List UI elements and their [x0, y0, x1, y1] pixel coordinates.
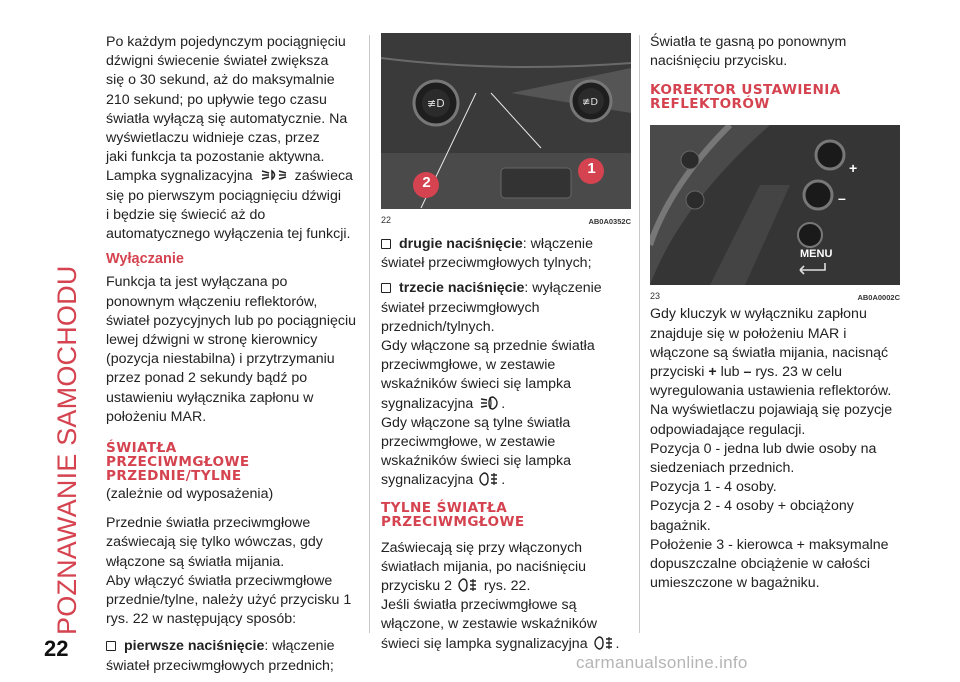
callout-2: 2 — [422, 174, 431, 191]
paragraph-rear-fog-indicator-2: Jeśli światła przeciwmgłowe są włączone, w zestawie wskaźników świeci się lampka sygnalizacyjna . — [381, 597, 620, 652]
figure-22 — [381, 33, 631, 226]
column-divider — [639, 35, 640, 633]
column-3 — [650, 33, 900, 593]
paragraph-front-fog-indicator: Gdy włączone są przednie światła przeciwmgłowe, w zestawie wskaźników świeci się lampka sygnalizacyjna . — [381, 338, 595, 412]
figure-23 — [650, 125, 900, 303]
column-divider — [369, 35, 370, 633]
bullet-square-icon — [381, 283, 391, 293]
figure-caption: 22 AB0A0352C — [381, 209, 631, 223]
svg-text:≢D: ≢D — [582, 97, 599, 108]
heading-note: (zależnie od wyposażenia) — [106, 486, 274, 503]
paragraph-fog-front: Przednie światła przeciwmgłowe zaświecają się tylko wówczas, gdy włączone są światła mijania. Aby włączyć światła przeciwmgłowe przednie/tylne, należy użyć przycisku 1 rys. 22 w następujący sposób: — [106, 515, 352, 628]
bullet-item: trzecie naciśnięcie: wyłączenie świateł przeciwmgłowych przednich/tylnych. — [381, 280, 602, 335]
watermark: carmanualsonline.info — [576, 653, 748, 672]
heading-fog-lights: ŚWIATŁA PRZECIWMGŁOWE PRZEDNIE/TYLNE — [106, 440, 250, 485]
front-fog-light-icon — [479, 395, 499, 411]
bullet-item: pierwsze naciśnięcie: włączenie świateł przeciwmgłowych przednich; — [106, 638, 335, 674]
bullet-square-icon — [381, 239, 391, 249]
column-1 — [106, 33, 358, 682]
page-number: 22 — [44, 636, 69, 661]
figure-caption: 23 AB0A0002C — [650, 285, 900, 299]
rear-fog-light-icon — [458, 577, 478, 593]
rear-fog-light-icon — [594, 635, 614, 651]
rear-fog-light-icon — [479, 471, 499, 487]
heading-rear-fog: TYLNE ŚWIATŁA PRZECIWMGŁOWE — [381, 499, 525, 530]
paragraph-timer: Po każdym pojedynczym pociągnięciu dźwigni świecenie świateł zwiększa się o 30 sekund, aż do maksymalnie 210 sekund; po upływie tego czasu światła wyłączą się automatycznie. Na wyświetlaczu widnieje czas, przez jaki funkcja ta pozostanie aktywna. Lampka sygnalizacyjna zaświeca się po pierwszym pociągnięciu dźwigi i będzie się świecić aż do automatycznego wyłączenia tej funkcji. — [106, 34, 353, 243]
heading-headlight-levelling: KOREKTOR USTAWIENIA REFLEKTORÓW — [650, 82, 841, 113]
paragraph-wylaczanie: Funkcja ta jest wyłączana po ponownym włączeniu reflektorów, świateł pozycyjnych lub po pociągnięciu lewej dźwigni w stronę kierownicy (pozycja niestabilna) i przytrzymaniu przez ponad 2 sekundy bądź po ustawieniu wyłącznika zapłonu w położeniu MAR. — [106, 274, 356, 425]
minus-label: – — [838, 190, 846, 207]
headlight-levelling-buttons-photo — [650, 125, 900, 285]
paragraph-lights-off: Światła te gasną po ponownym naciśnięciu przycisku. — [650, 34, 847, 70]
bullet-square-icon — [106, 641, 116, 651]
paragraph-rear-fog-indicator: Gdy włączone są tylne światła przeciwmgłowe, w zestawie wskaźników świeci się lampka sygnalizacyjna . — [381, 414, 572, 489]
paragraph-levelling-instructions: Gdy kluczyk w wyłączniku zapłonu znajduje się w położeniu MAR i włączone są światła mijania, nacisnąć przyciski + lub – rys. 23 w celu wyregulowania ustawienia reflektorów. Na wyświetlaczu pojawiają się pozycje odpowiadające regulacji. Pozycja 0 - jedna lub dwie osoby na siedzeniach przednich. Pozycja 1 - 4 osoby. Pozycja 2 - 4 osoby + obciążony bagażnik. Położenie 3 - kierowca + maksymalne dopuszczalne obciążenie w całości umieszczone w bagażniku. — [650, 306, 893, 592]
plus-label: + — [849, 160, 858, 177]
bullet-item: drugie naciśnięcie: włączenie świateł przeciwmgłowych tylnych; — [381, 236, 593, 272]
subheading-wylaczanie: Wyłączanie — [106, 251, 184, 268]
callout-1: 1 — [587, 160, 596, 177]
section-side-title: POZNAWANIE SAMOCHODU — [52, 265, 82, 635]
svg-text:≢D: ≢D — [427, 97, 445, 110]
follow-me-light-icon — [259, 167, 289, 183]
fog-light-buttons-photo — [381, 33, 631, 209]
column-2 — [381, 33, 633, 660]
menu-label: MENU — [800, 248, 833, 261]
paragraph-rear-fog: Zaświecają się przy włączonych światłach mijania, po naciśnięciu przycisku 2 rys. 22. — [381, 539, 587, 595]
